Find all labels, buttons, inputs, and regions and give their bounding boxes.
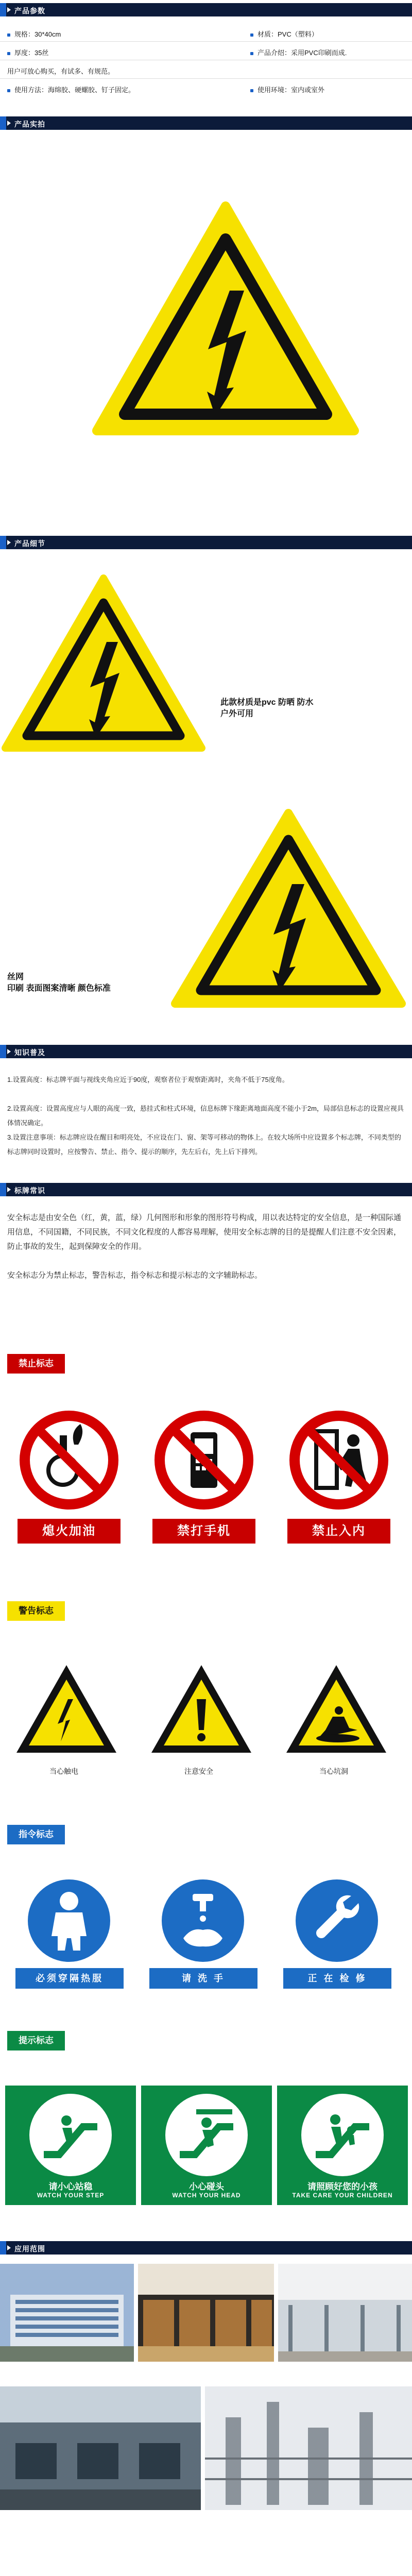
knowledge-p1: 1.设置高度：标志牌平面与视线夹角应近于90度，观察者位于观察距离时，夹角不低于75度角。 <box>7 1076 289 1083</box>
hint-label: 提示标志 <box>7 2031 100 2050</box>
param-row-2 <box>0 43 412 59</box>
param-row-3 <box>0 62 412 77</box>
command-caption-3: 正 在 检 修 <box>283 1968 391 1989</box>
bullet-icon <box>7 33 10 37</box>
office-building-photo <box>0 2264 134 2362</box>
hint-caption-2: 小心碰头 <box>189 2182 224 2192</box>
hint-caption-3-en: TAKE CARE YOUR CHILDREN <box>292 2192 393 2199</box>
prohibit-label: 禁止标志 <box>7 1354 105 1374</box>
no-fire-sign <box>18 1409 121 1512</box>
hint-panel-2 <box>141 2086 272 2205</box>
library-photo <box>138 2264 274 2362</box>
chemical-plant-photo <box>205 2386 412 2510</box>
hint-caption-2-en: WATCH YOUR HEAD <box>172 2192 241 2199</box>
hint-caption-1: 请小心站稳 <box>48 2182 93 2192</box>
prohibit-caption-2: 禁打手机 <box>152 1519 255 1544</box>
command-caption-1: 必须穿隔热服 <box>15 1968 124 1989</box>
detail-text-1b: 户外可用 <box>220 709 254 718</box>
signs-p1: 安全标志是由安全色（红，黄，蓝，绿）几何图形和形象的图形符号构成，用以表达特定的安全信息，是一种国际通用信息，不同国籍，不同民族，不同文化程度的人都容易理解，使用安全标志牌的目的是提醒人们注意不安全因素，防止事故的发生，起到保障安全的作用。 <box>7 1213 402 1251</box>
warning-sign-electric <box>12 1661 121 1757</box>
param-env: 使用环境：室内或室外 <box>258 86 325 94</box>
escalator-icon <box>301 2094 384 2176</box>
section-bar-params <box>0 3 412 16</box>
prohibit-caption-3: 禁止入内 <box>287 1519 390 1544</box>
detail-text-2a: 丝网 <box>7 973 24 981</box>
command-label: 指令标志 <box>7 1825 100 1844</box>
no-phone-sign <box>152 1409 255 1512</box>
section-title-apply: 应用范围 <box>14 2245 45 2253</box>
escalator-icon <box>29 2094 112 2176</box>
warning-sign-pit <box>282 1661 390 1757</box>
knowledge-p2: 2.设置高度：设置高度应与人眼的高度一致，悬挂式和柱式环境，信息标牌下缘距离地面高度不能小于2m，局部信息标志的设置应视具体情况确定。 <box>7 1105 404 1127</box>
param-row-1 <box>0 25 412 40</box>
section-title-real: 产品实拍 <box>14 120 45 128</box>
section-bar-signs <box>0 1183 412 1196</box>
detail-text-2b: 印刷 表面图案清晰 颜色标准 <box>7 984 111 993</box>
warning-caption-2: 注意安全 <box>184 1767 213 1775</box>
factory-workshop-photo <box>0 2386 201 2510</box>
warning-caption-3: 当心坑洞 <box>319 1767 348 1775</box>
hint-caption-1-en: WATCH YOUR STEP <box>37 2192 105 2199</box>
section-bar-knowledge <box>0 1045 412 1058</box>
bullet-icon <box>7 89 10 92</box>
high-voltage-sign-large <box>92 200 359 437</box>
detail-sign-1 <box>0 573 207 753</box>
param-intro: 产品介绍：采用PVC印刷而成. <box>258 49 347 57</box>
prohibit-caption-1: 熄火加油 <box>18 1519 121 1544</box>
param-method: 使用方法：海绵胶、硬螺胶、钉子固定。 <box>14 86 135 94</box>
section-bar-detail <box>0 536 412 549</box>
hint-panel-3 <box>277 2086 408 2205</box>
repair-sign <box>295 1878 379 1963</box>
arrow-icon <box>7 2245 11 2250</box>
escalator-icon <box>165 2094 248 2176</box>
arrow-icon <box>7 7 11 12</box>
wash-hands-sign <box>161 1878 245 1963</box>
hint-caption-3: 请照顾好您的小孩 <box>307 2182 377 2192</box>
bullet-icon <box>7 52 10 55</box>
section-bar-real <box>0 116 412 130</box>
detail-sign-2 <box>170 808 407 1009</box>
hint-panel-1 <box>5 2086 136 2205</box>
arrow-icon <box>7 540 11 545</box>
section-title-detail: 产品细节 <box>14 539 45 548</box>
param-row-4 <box>0 80 412 96</box>
airport-hall-photo <box>278 2264 412 2362</box>
section-bar-apply <box>0 2241 412 2255</box>
param-thickness: 厚度：35丝 <box>14 49 49 57</box>
param-spec: 规格：30*40cm <box>14 30 61 38</box>
knowledge-p3: 3.设置注意事项：标志牌应设在醒目和明亮处，不应设在门、窗、架等可移动的物体上。在较大场所中应设置多个标志牌，不同类型的标志牌同时设置时，应按警告、禁止、指令、提示的顺序，先左后右，先上后下排列。 <box>7 1133 401 1156</box>
signs-p2: 安全标志分为禁止标志，警告标志，指令标志和提示标志的文字辅助标志。 <box>7 1271 263 1280</box>
bullet-icon <box>250 89 253 92</box>
no-entry-sign <box>287 1409 390 1512</box>
bullet-icon <box>250 33 253 37</box>
command-caption-2: 请 洗 手 <box>149 1968 258 1989</box>
arrow-icon <box>7 1187 11 1192</box>
param-material: 材质：PVC（塑料） <box>258 30 318 38</box>
warning-caption-1: 当心触电 <box>49 1767 78 1775</box>
param-note: 用户可放心购买，有试多、有规范。 <box>7 67 115 75</box>
arrow-icon <box>7 121 11 126</box>
section-title-knowledge: 知识普及 <box>14 1048 45 1057</box>
bullet-icon <box>250 52 253 55</box>
detail-text-1a: 此款材质是pvc 防晒 防水 <box>220 698 314 707</box>
warning-sign-attention <box>147 1661 255 1757</box>
arrow-icon <box>7 1049 11 1054</box>
section-title-params: 产品参数 <box>14 7 45 15</box>
section-title-signs: 标牌常识 <box>14 1187 45 1195</box>
warning-label: 警告标志 <box>7 1601 100 1621</box>
protective-suit-sign <box>27 1878 111 1963</box>
